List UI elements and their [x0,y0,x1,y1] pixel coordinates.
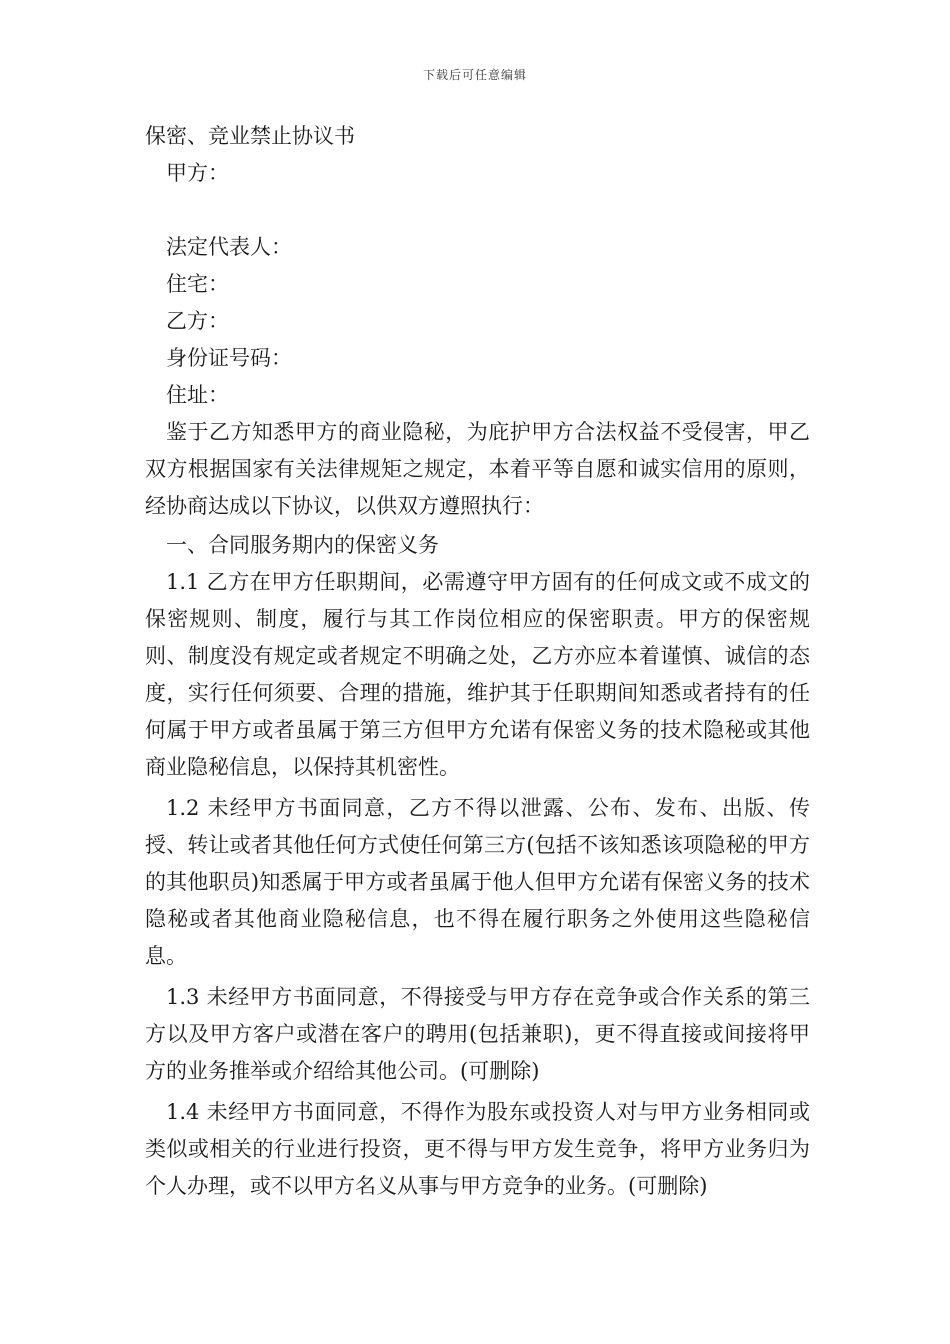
clause-1-1: 1.1 乙方在甲方任职期间，必需遵守甲方固有的任何成文或不成文的保密规则、制度，履行与其工作岗位相应的保密职责。甲方的保密规则、制度没有规定或者规定不明确之处，乙方亦应本着谨慎、诚信的态度，实行任何须要、合理的措施，维护其于任职期间知悉或者持有的任何属于甲方或者虽属于第三方但甲方允诺有保密义务的技术隐秘或其他商业隐秘信息，以保持其机密性。 [145,570,810,779]
legal-rep-label: 法定代表人： [166,235,292,259]
document-title: 保密、竞业禁止协议书 [145,124,355,148]
preamble-paragraph: 鉴于乙方知悉甲方的商业隐秘，为庇护甲方合法权益不受侵害，甲乙双方根据国家有关法律规矩之规定，本着平等自愿和诚实信用的原则，经协商达成以下协议，以供双方遵照执行： [145,420,810,518]
address-label: 住址： [166,383,229,407]
clause-1-4: 1.4 未经甲方书面同意，不得作为股东或投资人对与甲方业务相同或类似或相关的行业进行投资，更不得与甲方发生竞争，将甲方业务归为个人办理，或不以甲方名义从事与甲方竞争的业务。(可删除) [145,1100,810,1198]
section-1-heading: 一、合同服务期内的保密义务 [166,533,439,557]
party-b-label: 乙方： [166,309,229,333]
clause-1-2: 1.2 未经甲方书面同意，乙方不得以泄露、公布、发布、出版、传授、转让或者其他任何方式使任何第三方(包括不该知悉该项隐秘的甲方的其他职员)知悉属于甲方或者虽属于他人但甲方允诺有保密义务的技术隐秘或者其他商业隐秘信息，也不得在履行职务之外使用这些隐秘信息。 [145,796,810,968]
header-note: 下载后可任意编辑 [422,68,527,82]
residence-label: 住宅： [166,272,229,296]
party-a-label: 甲方： [166,161,229,185]
id-number-label: 身份证号码： [166,346,292,370]
document-body [145,118,810,1209]
blank-line [145,192,810,229]
clause-1-3: 1.3 未经甲方书面同意，不得接受与甲方存在竞争或合作关系的第三方以及甲方客户或潜在客户的聘用(包括兼职)，更不得直接或间接将甲方的业务推举或介绍给其他公司。(可删除) [145,985,810,1083]
